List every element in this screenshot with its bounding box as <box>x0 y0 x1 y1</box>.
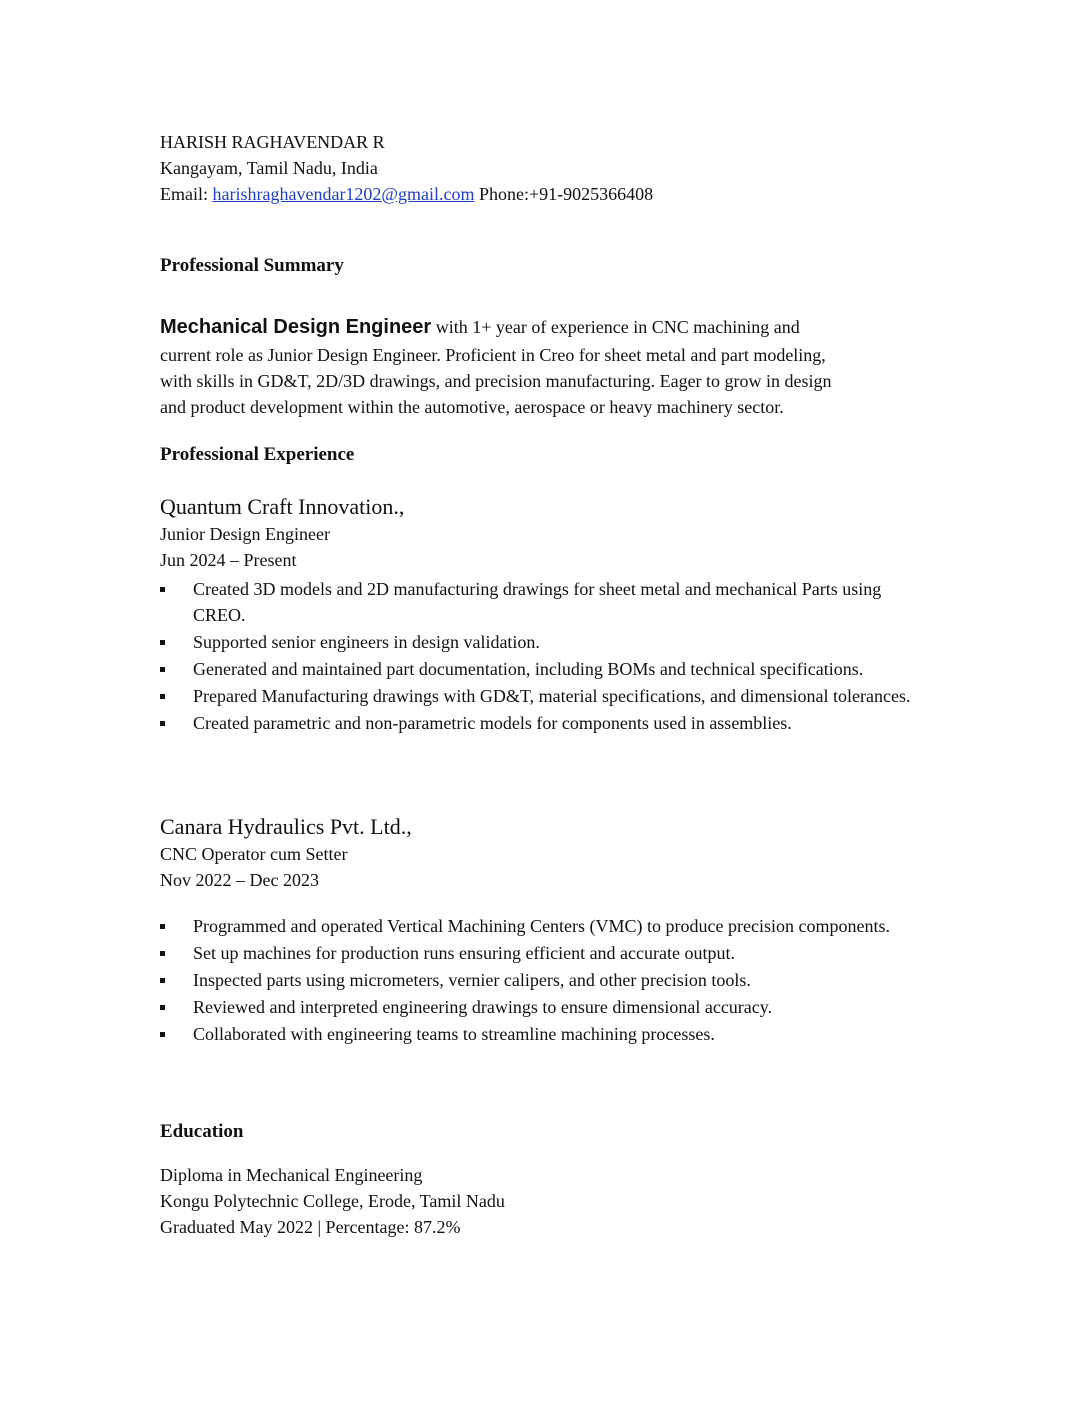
bullet-text: Reviewed and interpreted engineering drawings to ensure dimensional accuracy. <box>193 997 773 1017</box>
bullet-icon <box>160 1005 165 1010</box>
bullet-icon <box>160 924 165 929</box>
summary-line-2: current role as Junior Design Engineer. Proficient in Creo for sheet metal and part modeling, <box>160 345 826 365</box>
job-dates: Nov 2022 – Dec 2023 <box>160 870 319 890</box>
bullet-text: Inspected parts using micrometers, vernier calipers, and other precision tools. <box>193 970 751 990</box>
job-dates: Jun 2024 – Present <box>160 550 297 570</box>
bullet-item <box>160 683 930 709</box>
phone-text: Phone:+91-9025366408 <box>474 184 654 204</box>
education-school: Kongu Polytechnic College, Erode, Tamil Nadu <box>160 1191 505 1211</box>
bullet-text: Set up machines for production runs ensuring efficient and accurate output. <box>193 943 736 963</box>
bullet-text: Supported senior engineers in design validation. <box>193 632 540 652</box>
job-company: Canara Hydraulics Pvt. Ltd., <box>160 814 412 839</box>
job-bullets <box>160 913 930 1048</box>
bullet-text: Programmed and operated Vertical Machining Centers (VMC) to produce precision components. <box>193 916 890 936</box>
job-company: Quantum Craft Innovation., <box>160 494 405 519</box>
summary-line-1 <box>160 314 800 340</box>
bullet-item <box>160 656 930 682</box>
bullet-text: Created 3D models and 2D manufacturing drawings for sheet metal and mechanical Parts using CREO. <box>193 579 882 625</box>
bullet-icon <box>160 951 165 956</box>
bullet-icon <box>160 587 165 592</box>
summary-heading: Professional Summary <box>160 255 344 276</box>
bullet-item <box>160 994 930 1020</box>
summary-lead: Mechanical Design Engineer <box>160 316 432 338</box>
email-label: Email: <box>160 184 213 204</box>
candidate-name: HARISH RAGHAVENDAR R <box>160 132 385 152</box>
education-result: Graduated May 2022 | Percentage: 87.2% <box>160 1217 461 1237</box>
education-heading: Education <box>160 1121 244 1142</box>
bullet-item <box>160 1021 930 1047</box>
bullet-item <box>160 913 930 939</box>
bullet-text: Prepared Manufacturing drawings with GD&T, material specifications, and dimensional tolerances. <box>193 686 911 706</box>
job-bullets <box>160 576 930 737</box>
summary-line-4: and product development within the automotive, aerospace or heavy machinery sector. <box>160 397 784 417</box>
summary-line-3: with skills in GD&T, 2D/3D drawings, and precision manufacturing. Eager to grow in design <box>160 371 832 391</box>
bullet-item <box>160 940 930 966</box>
email-link[interactable]: harishraghavendar1202@gmail.com <box>212 184 475 204</box>
experience-heading: Professional Experience <box>160 444 355 465</box>
bullet-icon <box>160 721 165 726</box>
job-title: Junior Design Engineer <box>160 524 330 544</box>
bullet-icon <box>160 694 165 699</box>
job-title: CNC Operator cum Setter <box>160 844 348 864</box>
bullet-icon <box>160 1032 165 1037</box>
candidate-location: Kangayam, Tamil Nadu, India <box>160 158 378 178</box>
bullet-item <box>160 629 930 655</box>
bullet-text: Collaborated with engineering teams to streamline machining processes. <box>193 1024 715 1044</box>
bullet-item <box>160 967 930 993</box>
bullet-icon <box>160 640 165 645</box>
summary-text-1: with 1+ year of experience in CNC machining and <box>431 317 800 337</box>
bullet-text: Generated and maintained part documentation, including BOMs and technical specifications. <box>193 659 864 679</box>
bullet-text: Created parametric and non-parametric models for components used in assemblies. <box>193 713 792 733</box>
bullet-item <box>160 710 930 736</box>
bullet-icon <box>160 667 165 672</box>
contact-line <box>160 181 653 207</box>
education-degree: Diploma in Mechanical Engineering <box>160 1165 423 1185</box>
bullet-item <box>160 576 930 628</box>
bullet-icon <box>160 978 165 983</box>
